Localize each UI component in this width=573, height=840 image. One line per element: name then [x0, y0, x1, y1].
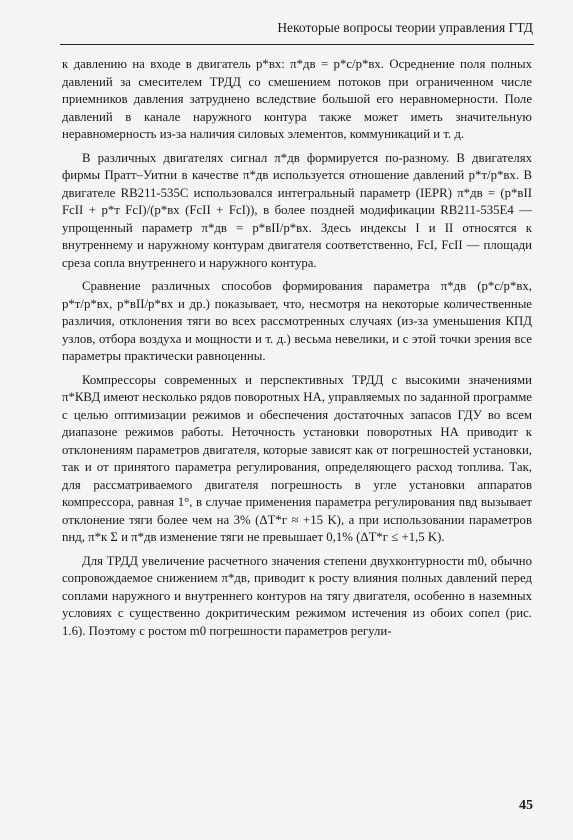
paragraph-5: Для ТРДД увеличение расчетного значения степени двухконтурности m0, обычно сопровождаемое снижением π*дв, приводит к росту влияния полных давлений перед соплами наружного и внутреннего контуров на тягу двигателя, особенно в наземных условиях с существенно докритическим режимом истечения из обоих сопел (рис. 1.6). Поэтому с ростом m0 погрешности параметров регули-: [62, 553, 532, 638]
paragraph-2: В различных двигателях сигнал π*дв формируется по-разному. В двигателях фирмы Пратт–Уитни в качестве π*дв используется отношение давлений p*т/p*вх. В двигателе RB211-535C использовался интегральный параметр (IEPR) π*дв = (p*вII FсII + p*т FсI)/(p*вх (FсII + FсI)), в более поздней модификации RB211-535E4 — упрощенный параметр π*дв = p*вII/p*вх. Здесь индексы I и II относятся к внутреннему и наружному контурам двигателя соответственно, FсI, FсII — площади среза сопла внутреннего и наружного контура.: [62, 150, 532, 270]
running-header: Некоторые вопросы теории управления ГТД: [277, 20, 533, 35]
paragraph-1: к давлению на входе в двигатель p*вх: π*дв = p*с/p*вх. Осреднение поля полных давлений за смесителем ТРДД со смешением потоков при ограниченном числе приемников давления затруднено вследствие большой его неравномерности. Поле давлений в канале наружного контура также может иметь значительную неравномерность из-за наличия силовых элементов, коммуникаций и т. д.: [62, 57, 532, 141]
page-number: 45: [519, 798, 533, 813]
body-text: [62, 56, 532, 646]
paragraph-4: Компрессоры современных и перспективных ТРДД с высокими значениями π*КВД имеют несколько рядов поворотных НА, управляемых по заданной программе с целью оптимизации режимов и обеспечения достаточных запасов ГДУ во всем диапазоне режимов работы. Неточность установки поворотных НА приводит к отклонениям параметров двигателя, которые зависят как от погрешностей установки, так и от принятого параметра регулирования, определяющего расход топлива. Так, для рассматриваемого двигателя погрешность в угле установки аппаратов компрессора, равная 1°, в случае применения параметра регулирования nвд вызывает отклонение тяги более чем на 3% (ΔT*г ≈ +15 K), а при использовании параметров nнд, π*к Σ и π*дв изменение тяги не превышает 0,1% (ΔT*г ≤ +1,5 K).: [62, 372, 532, 544]
header-rule: [60, 44, 534, 45]
paragraph-3: Сравнение различных способов формирования параметра π*дв (p*с/p*вх, p*т/p*вх, p*вII/p*вх и др.) показывает, что, несмотря на некоторые количественные различия, отклонения тяги во всех рассмотренных случаях (из-за уменьшения КПД узлов, отбора воздуха и мощности и т. д.) весьма невелики, и с этой точки зрения все параметры практически равноценны.: [62, 279, 532, 363]
